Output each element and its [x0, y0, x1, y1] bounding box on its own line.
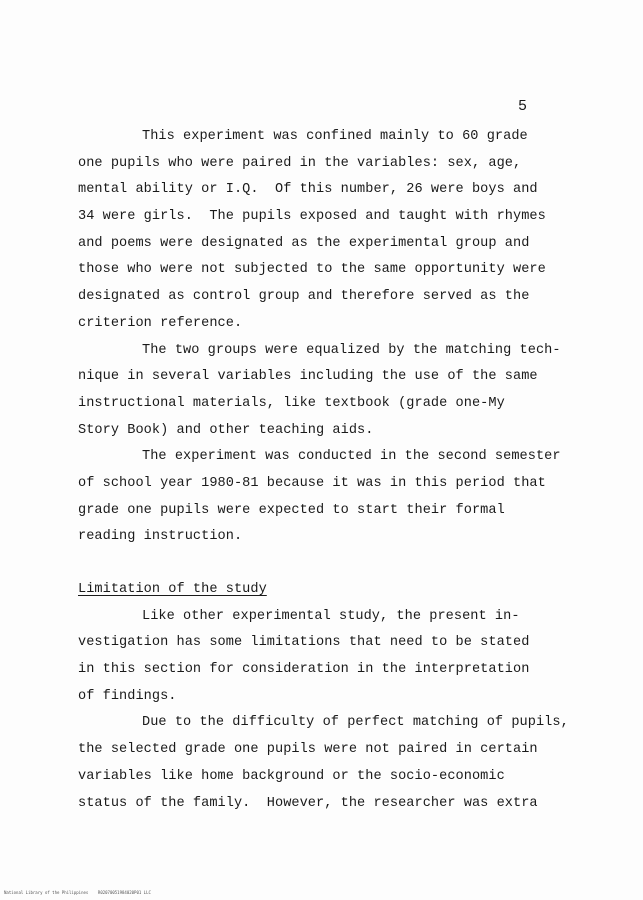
- paragraph-1-line: criterion reference.: [78, 315, 243, 331]
- paragraph-5-line: variables like home background or the socio-economic: [78, 768, 505, 784]
- paragraph-1-line: those who were not subjected to the same opportunity were: [78, 262, 546, 278]
- paragraph-2-line: Story Book) and other teaching aids.: [78, 422, 374, 438]
- paragraph-3-line: reading instruction.: [78, 529, 243, 545]
- paragraph-4-line: of findings.: [78, 688, 177, 704]
- paragraph-2-line: The two groups were equalized by the matching tech-: [142, 342, 561, 358]
- paragraph-5-line: the selected grade one pupils were not paired in certain: [78, 742, 538, 758]
- paragraph-2-line: nique in several variables including the use of the same: [78, 369, 538, 385]
- section-gap: [78, 551, 578, 577]
- document-body: [78, 124, 578, 817]
- paragraph-4-line: in this section for consideration in the interpretation: [78, 662, 530, 678]
- paragraph-5-line: status of the family. However, the researcher was extra: [78, 795, 538, 811]
- paragraph-2-line: instructional materials, like textbook (grade one-My: [78, 395, 505, 411]
- page-number: 5: [518, 98, 528, 115]
- archive-footer: National Library of the Philippines R02070051984020P01 LLC: [4, 890, 151, 895]
- paragraph-3-line: The experiment was conducted in the second semester: [142, 449, 561, 465]
- paragraph-1-line: This experiment was confined mainly to 60 grade: [142, 129, 528, 144]
- paragraph-4-line: vestigation has some limitations that need to be stated: [78, 635, 530, 651]
- paragraph-5-line: Due to the difficulty of perfect matching of pupils,: [142, 715, 569, 731]
- paragraph-1-line: mental ability or I.Q. Of this number, 26 were boys and: [78, 182, 538, 198]
- paragraph-3-line: grade one pupils were expected to start their formal: [78, 502, 505, 518]
- paragraph-1-line: and poems were designated as the experimental group and: [78, 235, 530, 251]
- paragraph-1-line: designated as control group and therefore served as the: [78, 289, 530, 305]
- paragraph-1-line: one pupils who were paired in the variables: sex, age,: [78, 155, 522, 171]
- paragraph-1-line: 34 were girls. The pupils exposed and taught with rhymes: [78, 209, 546, 225]
- paragraph-3-line: of school year 1980-81 because it was in this period that: [78, 475, 546, 491]
- section-heading: Limitation of the study: [78, 582, 267, 597]
- paragraph-4-line: Like other experimental study, the present in-: [142, 608, 520, 624]
